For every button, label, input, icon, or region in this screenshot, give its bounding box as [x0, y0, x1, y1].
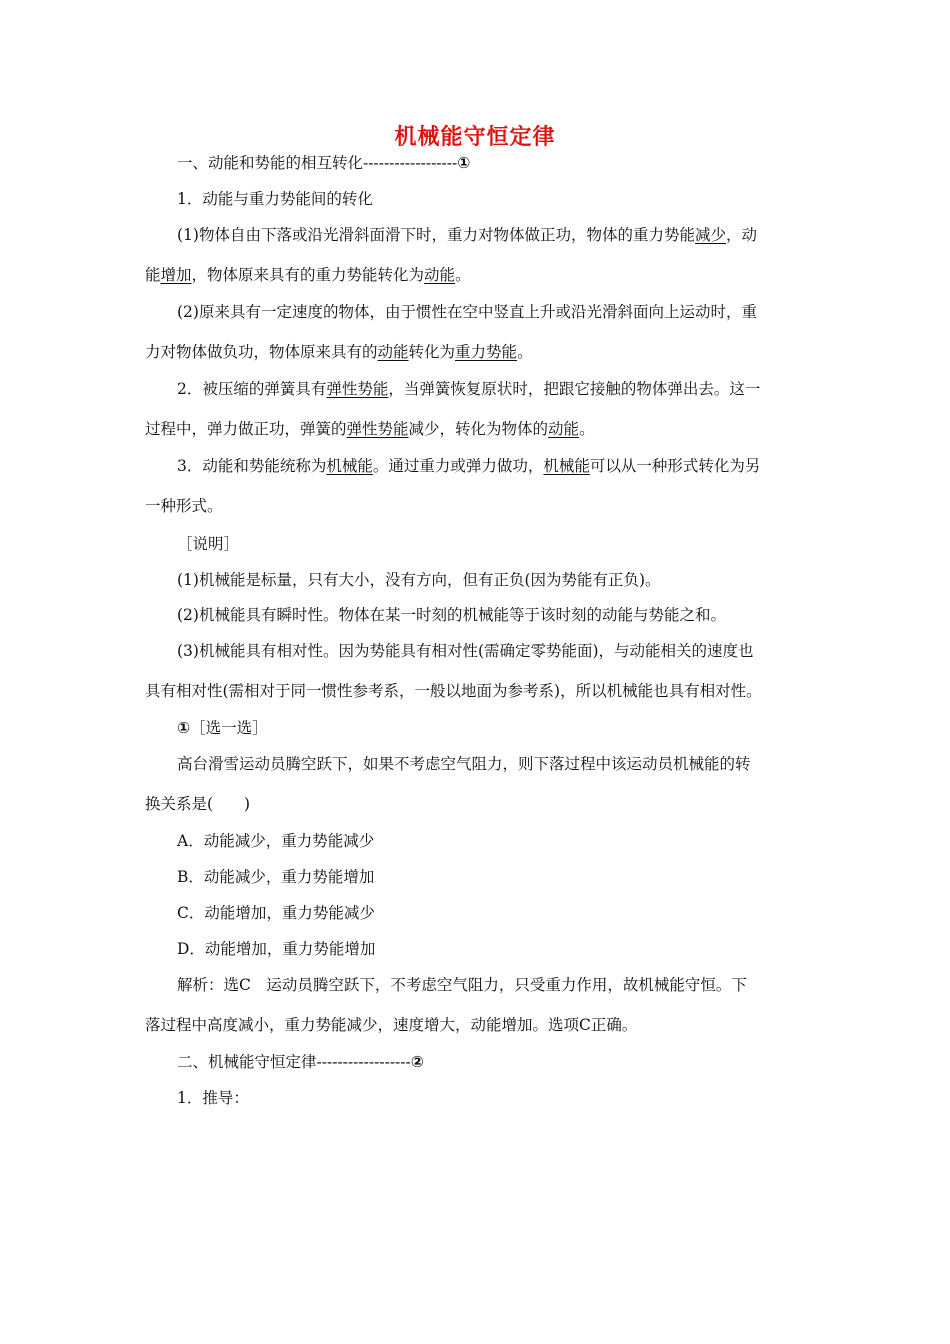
circled-number-2: ②: [410, 1053, 424, 1071]
circled-number-1: ①: [457, 154, 471, 172]
paragraph-2-line-2: [145, 342, 533, 362]
quiz-heading-text: ［选一选］: [190, 719, 268, 737]
page-title: 机械能守恒定律: [394, 125, 556, 150]
text-run: 转化为: [408, 343, 456, 361]
section-heading-2: [177, 1052, 424, 1072]
answer-blank: 机械能: [326, 457, 373, 475]
note-2: (2)机械能具有瞬时性。物体在某一时刻的机械能等于该时刻的动能与势能之和。: [177, 606, 726, 624]
answer-blank: 动能: [377, 343, 409, 361]
circled-number-1: ①: [177, 719, 191, 737]
text-run: 减少，转化为物体的: [408, 420, 549, 438]
answer-line-2: 落过程中高度减小，重力势能减少，速度增大，动能增加。选项C正确。: [145, 1016, 638, 1034]
text-run: ，动: [725, 226, 757, 244]
text-run: 能: [145, 266, 161, 284]
text-run: 3．动能和势能统称为: [177, 457, 327, 475]
answer-blank: 动能: [424, 266, 456, 284]
subheading-1: 1．动能与重力势能间的转化: [177, 190, 373, 208]
text-run: 。: [455, 266, 471, 284]
text-run: 可以从一种形式转化为另: [589, 457, 761, 475]
text-run: 力对物体做负功，物体原来具有的: [145, 343, 378, 361]
answer-blank: 增加: [160, 266, 192, 284]
paragraph-3-line-1: [177, 379, 760, 399]
paragraph-2-line-1: (2)原来具有一定速度的物体，由于惯性在空中竖直上升或沿光滑斜面向上运动时，重: [177, 303, 757, 321]
answer-blank: 机械能: [543, 457, 590, 475]
paragraph-4-line-1: [177, 456, 760, 476]
option-b: B．动能减少，重力势能增加: [177, 868, 375, 886]
subheading-2: 1．推导：: [177, 1089, 249, 1107]
note-heading: ［说明］: [177, 535, 240, 553]
text-run: ，物体原来具有的重力势能转化为: [191, 266, 425, 284]
paragraph-1-line-1: [177, 225, 757, 245]
answer-blank: 减少: [694, 226, 726, 244]
paragraph-3-line-2: [145, 419, 595, 439]
answer-blank: 弹性势能: [346, 420, 409, 438]
paragraph-1-line-2: [145, 265, 471, 285]
section-heading-text: 一、动能和势能的相互转化------------------: [177, 154, 458, 172]
text-run: 。通过重力或弹力做功，: [372, 457, 544, 475]
text-run: 。: [517, 343, 533, 361]
note-3-line-1: (3)机械能具有相对性。因为势能具有相对性(需确定零势能面)，与动能相关的速度也: [177, 642, 754, 660]
answer-line-1: 解析：选C 运动员腾空跃下，不考虑空气阻力，只受重力作用，故机械能守恒。下: [177, 976, 747, 994]
text-run: (1)物体自由下落或沿光滑斜面滑下时，重力对物体做正功，物体的重力势能: [177, 226, 695, 244]
answer-blank: 动能: [548, 420, 580, 438]
answer-blank: 弹性势能: [326, 380, 389, 398]
text-run: 。: [579, 420, 595, 438]
option-c: C．动能增加，重力势能减少: [177, 904, 375, 922]
section-heading-1: [177, 153, 470, 173]
text-run: ，当弹簧恢复原状时，把跟它接触的物体弹出去。这一: [388, 380, 761, 398]
option-a: A．动能减少，重力势能减少: [177, 832, 375, 850]
note-1: (1)机械能是标量，只有大小，没有方向，但有正负(因为势能有正负)。: [177, 571, 661, 589]
question-line-1: 高台滑雪运动员腾空跃下，如果不考虑空气阻力，则下落过程中该运动员机械能的转: [177, 755, 751, 773]
answer-blank: 重力势能: [455, 343, 518, 361]
paragraph-4-line-2: 一种形式。: [145, 497, 223, 515]
section-heading-text: 二、机械能守恒定律------------------: [177, 1053, 411, 1071]
note-3-line-2: 具有相对性(需相对于同一惯性参考系，一般以地面为参考系)，所以机械能也具有相对性。: [145, 682, 762, 700]
text-run: 2．被压缩的弹簧具有: [177, 380, 327, 398]
option-d: D．动能增加，重力势能增加: [177, 940, 376, 958]
question-line-2: 换关系是( ): [145, 795, 251, 813]
quiz-heading: [177, 718, 268, 738]
text-run: 过程中，弹力做正功，弹簧的: [145, 420, 347, 438]
